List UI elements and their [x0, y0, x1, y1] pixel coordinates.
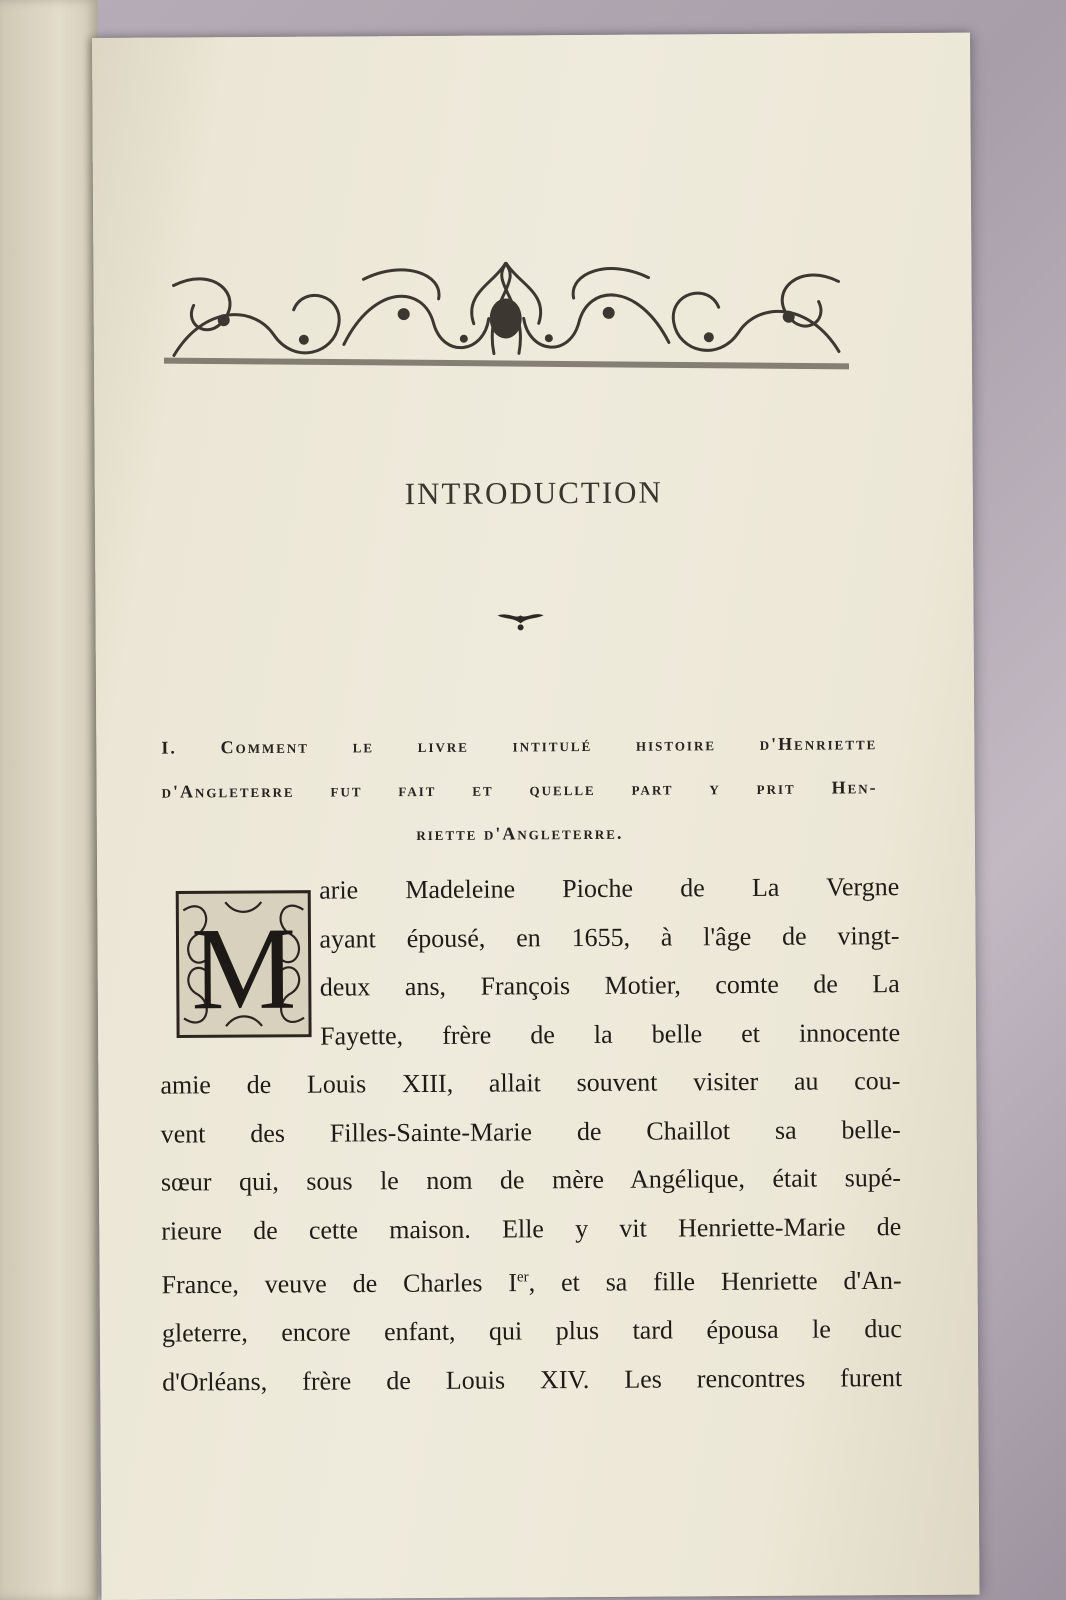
body-paragraph: [159, 863, 902, 1407]
left-page-edge: [0, 0, 98, 1600]
body-line: sœur qui, sous le nom de mère Angélique, était supé-: [160, 1163, 902, 1197]
section-heading-line: d'Angleterre fut fait et quelle part y prit Hen-: [161, 777, 878, 802]
section-heading-line: I. Comment le livre intitulé histoire d'Henriette: [161, 733, 878, 758]
section-heading-line: riette d'Angleterre.: [416, 822, 624, 845]
body-line-part: France, veuve de Charles I: [161, 1268, 518, 1300]
body-line: rieure de cette maison. Elle y vit Henriette-Marie de: [161, 1211, 902, 1246]
body-line: amie de Louis XIII, allait souvent visiter au cou-: [160, 1066, 901, 1100]
superscript: er: [516, 1269, 529, 1286]
body-line: deux ans, François Motier, comte de La: [319, 969, 900, 1002]
body-line: ayant épousé, en 1655, à l'âge de vingt-: [319, 920, 900, 954]
book-page: [92, 33, 980, 1600]
body-line: vent des Filles-Sainte-Marie de Chaillot sa belle-: [160, 1114, 901, 1149]
body-line: d'Orléans, frère de Louis XIV. Les rencontres furent: [162, 1362, 903, 1397]
section-heading: [161, 721, 878, 857]
body-line: [161, 1251, 901, 1310]
fleuron-icon: [495, 609, 545, 631]
body-line: arie Madeleine Pioche de La Vergne: [319, 872, 900, 905]
body-line: gleterre, encore enfant, qui plus tard épousa le duc: [161, 1314, 902, 1348]
headpiece-ornament-icon: [163, 241, 849, 375]
svg-text:M: M: [190, 902, 297, 1035]
body-line-part: , et sa fille Henriette d'An-: [528, 1265, 902, 1298]
page-title: INTRODUCTION: [404, 474, 663, 512]
body-line: Fayette, frère de la belle et innocente: [320, 1017, 901, 1051]
